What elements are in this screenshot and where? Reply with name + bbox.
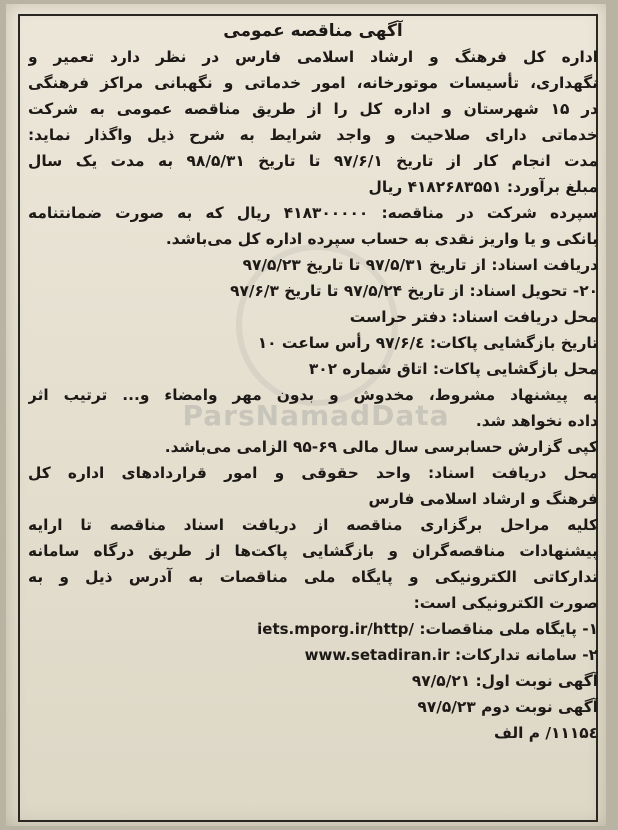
conditional-line-1: به پیشنهاد مشروط، مخدوش و بدون مهر وامضاء و... ترتیب اثر	[28, 386, 598, 404]
site2-label: ۲- سامانه تدارکات:	[455, 646, 598, 664]
site1-url: iets.mporg.ir/http/	[257, 620, 414, 638]
electronic-line-1: کلیه مراحل برگزاری مناقصه از دریافت اسناد مناقصه تا ارایه	[28, 516, 598, 534]
audit-line: کپی گزارش حسابرسی سال مالی ۶۹-۹۵ الزامی می‌باشد.	[164, 438, 598, 456]
second-notice-line: آگهی نوبت دوم ۹۷/۵/۲۳	[417, 698, 598, 716]
electronic-line-3: تدارکاتی الکترونیکی و پایگاه ملی مناقصات به آدرس ذیل و به	[28, 568, 598, 586]
intro-line-1: اداره کل فرهنگ و ارشاد اسلامی فارس در نظر دارد تعمیر و	[28, 48, 598, 66]
contracts-line-2: فرهنگ و ارشاد اسلامی فارس	[368, 490, 598, 508]
site2-url: www.setadiran.ir	[304, 646, 450, 664]
reference-line: ۱۱۱۵٤/ م الف	[494, 724, 598, 742]
docs-receive-line: دریافت اسناد: از تاریخ ۹۷/۵/۳۱ تا تاریخ ۹۷/۵/۲۳	[242, 256, 598, 274]
conditional-line-2: داده نخواهد شد.	[475, 412, 598, 430]
newspaper-clipping	[6, 4, 606, 826]
estimate-line: مبلغ برآورد: ۴۱۸۲۶۸۳۵۵۱ ریال	[368, 178, 598, 196]
deposit-line-2: بانکی و یا واریز نقدی به حساب سپرده اداره کل می‌باشد.	[165, 230, 598, 248]
first-notice-line: آگهی نوبت اول: ۹۷/۵/۲۱	[411, 672, 598, 690]
intro-line-4: خدماتی دارای صلاحیت و واجد شرایط به شرح ذیل واگذار نماید:	[28, 126, 598, 144]
electronic-line-4: صورت الکترونیکی است:	[413, 594, 598, 612]
contracts-line-1: محل دریافت اسناد: واحد حقوقی و امور قراردادهای اداره کل	[28, 464, 598, 482]
duration-line: مدت انجام کار از تاریخ ۹۷/۶/۱ تا تاریخ ۹۸/۵/۳۱ به مدت یک سال	[28, 152, 598, 170]
opening-date-line: تاریخ بازگشایی پاکات: ۹۷/۶/٤ رأس ساعت ۱۰	[257, 334, 598, 352]
tender-notice	[28, 18, 598, 746]
deposit-line-1: سپرده شرکت در مناقصه: ۴۱۸۳۰۰۰۰۰ ریال که به صورت ضمانتنامه	[28, 204, 598, 222]
intro-line-3: در ۱۵ شهرستان و اداره کل را از طریق مناقصه عمومی به شرکت	[28, 100, 598, 118]
docs-deliver-line: ۲۰- تحویل اسناد: از تاریخ ۹۷/۵/۲۴ تا تاریخ ۹۷/۶/۳	[230, 282, 598, 300]
docs-place-line: محل دریافت اسناد: دفتر حراست	[349, 308, 598, 326]
opening-place-line: محل بازگشایی پاکات: اتاق شماره ۳۰۲	[308, 360, 598, 378]
notice-title: آگهی مناقصه عمومی	[223, 21, 403, 41]
electronic-line-2: پیشنهادات مناقصه‌گران و بازگشایی پاکت‌ها از طریق درگاه سامانه	[28, 542, 598, 560]
site2-line	[28, 642, 598, 668]
site1-line	[28, 616, 598, 642]
intro-line-2: نگهداری، تأسیسات موتورخانه، امور خدماتی و نگهبانی مراکز فرهنگی	[28, 74, 598, 92]
site1-label: ۱- پایگاه ملی مناقصات:	[419, 620, 598, 638]
watermark-text: ParsNamadData	[182, 399, 450, 432]
